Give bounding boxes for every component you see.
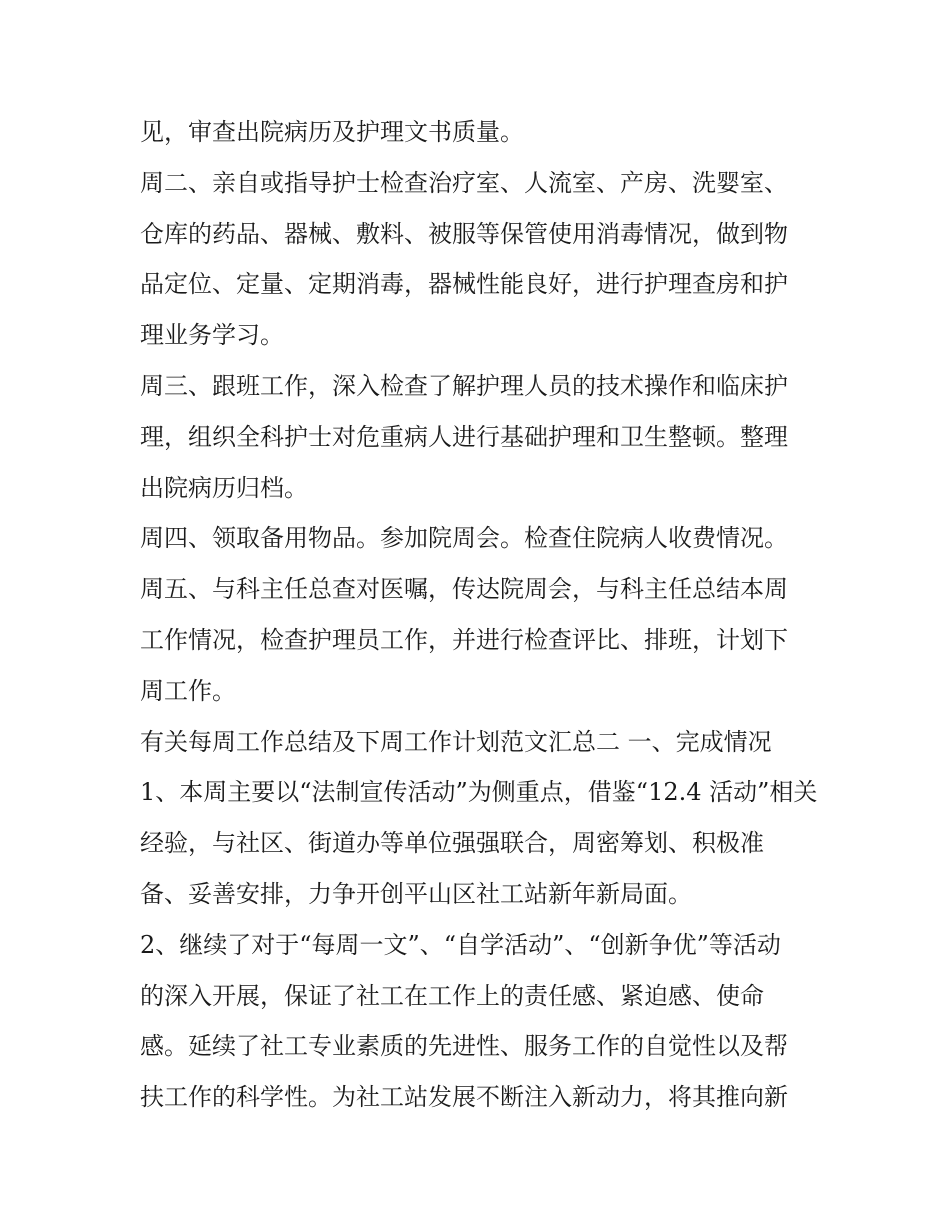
text-line: 理，组织全科护士对危重病人进行基础护理和卫生整顿。整理 bbox=[140, 422, 788, 451]
text-line: 见，审查出院病历及护理文书质量。 bbox=[140, 118, 524, 146]
text-line: 备、妥善安排，力争开创平山区社工站新年新局面。 bbox=[140, 879, 692, 908]
text-line: 品定位、定量、定期消毒，器械性能良好，进行护理查房和护 bbox=[140, 270, 788, 299]
text-line: 周四、领取备用物品。参加院周会。检查住院病人收费情况。 bbox=[140, 524, 788, 553]
text-line: 周三、跟班工作，深入检查了解护理人员的技术操作和临床护 bbox=[140, 371, 788, 400]
text-line: 工作情况，检查护理员工作，并进行检查评比、排班，计划下 bbox=[140, 625, 788, 654]
text-line: 扶工作的科学性。为社工站发展不断注入新动力，将其推向新 bbox=[140, 1083, 788, 1112]
text-line: 周二、亲自或指导护士检查治疗室、人流室、产房、洗婴室、 bbox=[140, 168, 788, 197]
text-line: 出院病历归档。 bbox=[140, 473, 308, 502]
text-line: 1、本周主要以“法制宣传活动”为侧重点，借鉴“12.4 活动”相关 bbox=[140, 778, 818, 807]
text-line: 周五、与科主任总查对医嘱，传达院周会，与科主任总结本周 bbox=[140, 575, 788, 604]
text-line: 的深入开展，保证了社工在工作上的责任感、紧迫感、使命 bbox=[140, 981, 764, 1010]
text-line: 仓库的药品、器械、敷料、被服等保管使用消毒情况，做到物 bbox=[140, 219, 788, 248]
text-line: 周工作。 bbox=[140, 676, 236, 705]
section-heading: 有关每周工作总结及下周工作计划范文汇总二 一、完成情况 bbox=[140, 727, 772, 756]
text-line: 感。延续了社工专业素质的先进性、服务工作的自觉性以及帮 bbox=[140, 1032, 788, 1061]
document-body bbox=[140, 107, 820, 1123]
text-line: 理业务学习。 bbox=[140, 321, 284, 350]
text-line: 经验，与社区、街道办等单位强强联合，周密筹划、积极准 bbox=[140, 829, 764, 858]
text-line: 2、继续了对于“每周一文”、“自学活动”、“创新争优”等活动 bbox=[140, 930, 781, 959]
